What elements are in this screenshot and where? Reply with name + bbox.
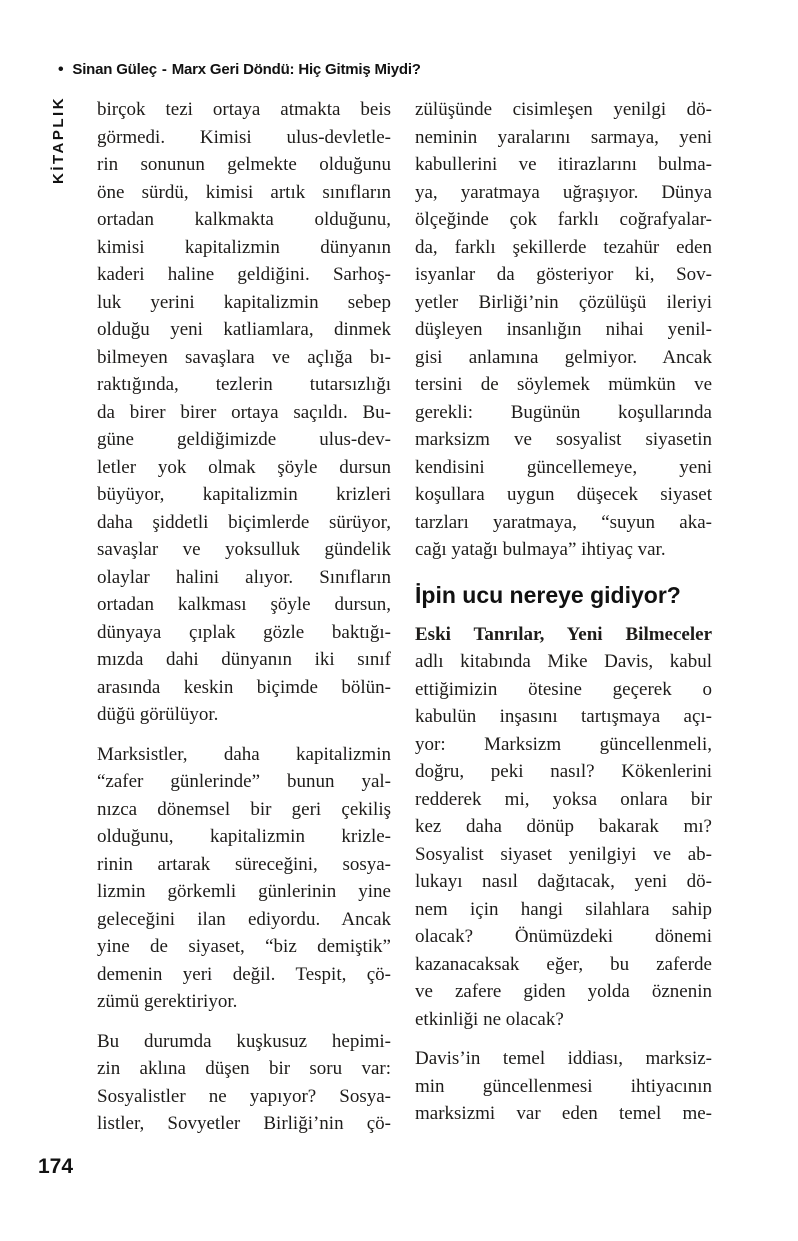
text-line: birçok tezi ortaya atmakta beis: [97, 99, 391, 120]
text-line: yor: Marksizm güncellenmeli,: [415, 733, 712, 755]
text-line: olaylar halini alıyor. Sınıfların: [97, 566, 391, 588]
text-line: kendisini güncellemeye, yeni: [415, 456, 712, 478]
text-line: düğü görülüyor.: [97, 704, 219, 725]
text-line: Sosyalistler ne yapıyor? Sosya-: [97, 1085, 391, 1107]
text-line: ve zafere giden yolda öznenin: [415, 981, 712, 1002]
text-line: yetler Birliği’nin çözülüşü ileriyi: [415, 291, 712, 313]
paragraph: [415, 1045, 712, 1128]
text-line: bilmeyen savaşlara ve açlığa bı-: [97, 346, 391, 368]
text-line: Sosyalist siyaset yenilgiyi ve ab-: [415, 843, 712, 865]
text-line: zülüşünde cisimleşen yenilgi dö-: [415, 99, 712, 120]
side-label-kitaplik: KİTAPLIK: [50, 95, 67, 184]
text-line: mızda dahi dünyanın iki sınıf: [97, 649, 391, 670]
text-line: ortadan kalkmakta olduğunu,: [97, 209, 391, 230]
text-line: öne sürdü, kimisi artık sınıfların: [97, 181, 391, 203]
text-line: ölçeğinde çok farklı coğrafyalar-: [415, 209, 712, 230]
text-line: koşullara uygun düşecek siyaset: [415, 484, 712, 505]
text-line: lukayı nasıl dağıtacak, yeni dö-: [415, 871, 712, 892]
text-line: marksizmi var eden temel me-: [415, 1103, 712, 1124]
header-book-title: Marx Geri Döndü: Hiç Gitmiş Miydi?: [171, 61, 421, 78]
text-line: gerekli: Bugünün koşullarında: [415, 401, 712, 423]
text-line: min güncellenmesi ihtiyacının: [415, 1075, 712, 1097]
text-line: arasında keskin biçimde bölün-: [97, 676, 391, 698]
text-line: rinin artarak süreceğini, sosya-: [97, 853, 391, 875]
text-line: dünyaya çıplak gözle baktığı-: [97, 621, 391, 643]
text-line: düşleyen insanlığın nihai yenil-: [415, 319, 712, 340]
text-line: nızca dönemsel bir geri çekiliş: [97, 798, 391, 820]
text-line: kabullerini ve itirazlarını bulma-: [415, 154, 712, 175]
text-line: Bu durumda kuşkusuz hepimi-: [97, 1030, 391, 1052]
header-bullet-icon: •: [58, 61, 64, 78]
text-line: kabulün inşasını tartışmaya açı-: [415, 706, 712, 727]
paragraph: [415, 621, 712, 1034]
text-line: “zafer günlerinde” bunun yal-: [97, 771, 391, 792]
text-line: kez daha dönüp bakarak mı?: [415, 816, 712, 837]
text-line: güne geldiğimizde ulus-dev-: [97, 429, 391, 450]
text-line: kaderi haline geldiğini. Sarhoş-: [97, 264, 391, 285]
text-line: rin sonunun gelmekte olduğunu: [97, 154, 391, 175]
text-line: geleceğini ilan ediyordu. Ancak: [97, 908, 391, 930]
paragraph: [97, 741, 391, 1016]
text-line: luk yerini kapitalizmin sebep: [97, 291, 391, 313]
text-line: olduğunu, kapitalizmin krizle-: [97, 826, 391, 847]
header-author: Sinan Güleç: [72, 61, 157, 78]
right-column: [415, 96, 712, 1140]
page-header: [58, 61, 421, 79]
left-column: [97, 96, 391, 1150]
text-line: olacak? Önümüzdeki dönemi: [415, 926, 712, 947]
section-heading: İpin ucu nereye gidiyor?: [415, 581, 681, 608]
page-number: 174: [38, 1155, 74, 1178]
text-line: nem için hangi silahlara sahip: [415, 898, 712, 920]
text-line: lizmin görkemli günlerinin yine: [97, 881, 391, 902]
text-line: daha şiddetli biçimlerde sürüyor,: [97, 511, 391, 533]
text-line: görmedi. Kimisi ulus-devletle-: [97, 126, 391, 148]
paragraph: [415, 96, 712, 564]
text-line: etkinliği ne olacak?: [415, 1008, 564, 1030]
text-line: da birer birer ortaya saçıldı. Bu-: [97, 401, 391, 423]
text-line: Eski Tanrılar, Yeni Bilmeceler: [415, 623, 712, 645]
text-line: Marksistler, daha kapitalizmin: [97, 743, 391, 765]
text-line: ya, yaratmaya uğraşıyor. Dünya: [415, 181, 712, 203]
text-line: savaşlar ve yoksulluk gündelik: [97, 539, 391, 560]
text-line: marksizm ve sosyalist siyasetin: [415, 429, 712, 450]
text-line: büyüyor, kapitalizmin krizleri: [97, 484, 391, 505]
text-line: isyanlar da gösteriyor ki, Sov-: [415, 264, 712, 285]
text-line: tarzları yaratmaya, “suyun aka-: [415, 511, 712, 533]
text-line: ettiğimizin ötesine geçerek o: [415, 678, 712, 700]
text-line: da, farklı şekillerde tezahür eden: [415, 236, 712, 258]
text-line: yine de siyaset, “biz demiştik”: [97, 936, 391, 957]
text-line: olduğu yeni katliamlara, dinmek: [97, 319, 391, 340]
paragraph: [97, 96, 391, 729]
text-line: adlı kitabında Mike Davis, kabul: [415, 651, 712, 672]
text-line: kimisi kapitalizmin dünyanın: [97, 236, 391, 258]
text-line: gisi anlamına gelmiyor. Ancak: [415, 346, 712, 368]
text-line: zin aklına düşen bir soru var:: [97, 1058, 391, 1079]
text-line: listler, Sovyetler Birliği’nin çö-: [97, 1113, 391, 1134]
text-line: tersini de söylemek mümkün ve: [415, 374, 712, 395]
text-line: raktığında, tezlerin tutarsızlığı: [97, 374, 391, 395]
text-line: zümü gerektiriyor.: [97, 991, 238, 1012]
text-line: Davis’in temel iddiası, marksiz-: [415, 1048, 712, 1069]
text-line: demenin yeri değil. Tespit, çö-: [97, 963, 391, 985]
text-line: redderek mi, yoksa onlara bir: [415, 788, 712, 810]
text-line: ortadan kalkması şöyle dursun,: [97, 594, 391, 615]
text-line: neminin yaralarını sarmaya, yeni: [415, 126, 712, 148]
text-line: letler yok olmak şöyle dursun: [97, 456, 391, 478]
paragraph: [97, 1028, 391, 1138]
text-line: kazanacaksak eğer, bu zaferde: [415, 953, 712, 975]
text-line: doğru, peki nasıl? Kökenlerini: [415, 761, 712, 782]
text-line: cağı yatağı bulmaya” ihtiyaç var.: [415, 539, 666, 560]
header-separator: -: [161, 61, 167, 78]
